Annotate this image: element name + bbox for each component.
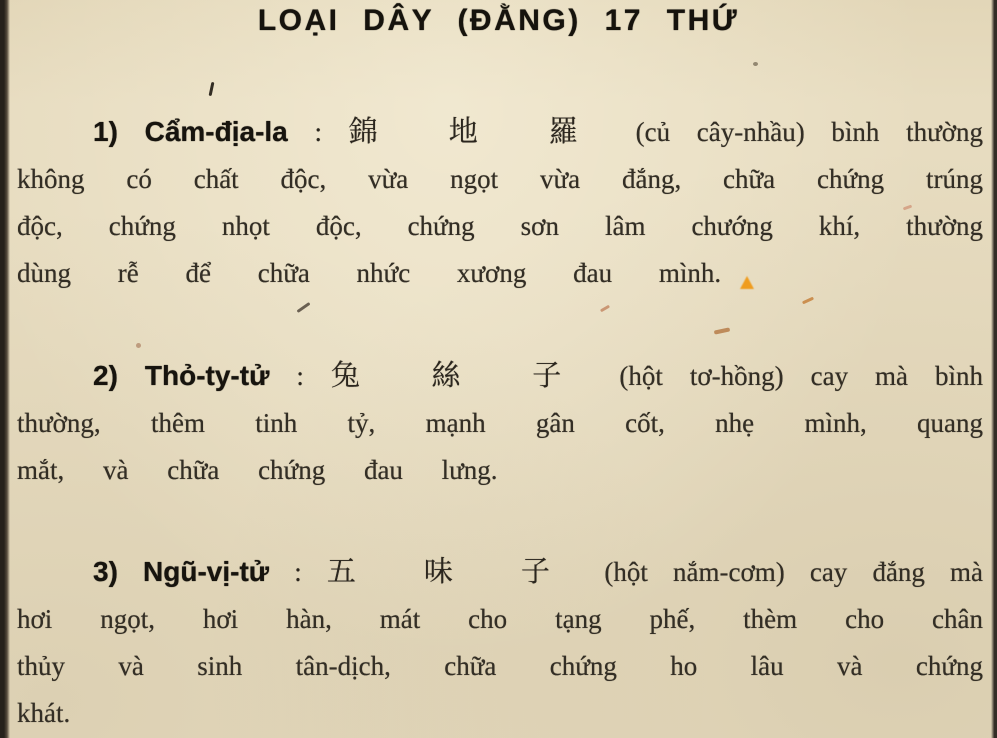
entry-number: 1): [93, 116, 118, 147]
cjk-characters: 錦 地 羅: [348, 114, 609, 148]
separator-colon: :: [314, 117, 322, 147]
ink-tick-mark: [209, 82, 215, 96]
entry-1: [17, 108, 983, 297]
text-line: dùng rễ để chữa nhức xương đau mình.: [17, 258, 722, 288]
paper-dot: [753, 62, 758, 66]
scan-shadow-left-edge: [0, 0, 10, 738]
scan-shadow-right-edge: [991, 0, 997, 738]
cjk-characters: 兔 絲 子: [330, 358, 593, 392]
entry-number: 2): [93, 360, 118, 391]
orange-fiber: [802, 297, 814, 305]
entry-text: (củ cây-nhầu) bình thường: [635, 117, 984, 147]
scratch-mark: [296, 302, 310, 313]
cjk-characters: 五 味 子: [326, 554, 580, 588]
text-line: không có chất độc, vừa ngọt vừa đắng, chữa chứng trúng: [17, 164, 983, 194]
paper-dot: [136, 343, 141, 348]
text-line: [17, 108, 983, 156]
entry-name: Ngũ-vị-tử: [143, 556, 270, 587]
text-line: hơi ngọt, hơi hàn, mát cho tạng phế, thèm cho chân: [17, 604, 983, 634]
separator-colon: :: [294, 557, 302, 587]
text-line: thủy và sinh tân-dịch, chữa chứng ho lâu và chứng: [17, 651, 983, 681]
orange-fiber: [714, 327, 730, 334]
entry-text: (hột nắm-cơm) cay đắng mà: [604, 557, 984, 587]
red-fiber: [600, 305, 610, 313]
entry-2: [17, 352, 983, 494]
text-line: thường, thêm tinh tỷ, mạnh gân cốt, nhẹ mình, quang: [17, 408, 983, 438]
text-line: độc, chứng nhọt độc, chứng sơn lâm chướng khí, thường: [17, 211, 983, 241]
entry-number: 3): [93, 556, 118, 587]
entry-3: [17, 548, 983, 737]
entry-name: Cẩm-địa-la: [144, 116, 288, 147]
entry-text: (hột tơ-hồng) cay mà bình: [619, 361, 984, 391]
page-title: LOẠI DÂY (ĐẰNG) 17 THỨ: [257, 4, 740, 37]
text-line: [17, 548, 983, 596]
separator-colon: :: [296, 361, 304, 391]
text-line: [17, 352, 983, 400]
entry-name: Thỏ-ty-tử: [144, 360, 270, 391]
text-line: mắt, và chữa chứng đau lưng.: [17, 455, 498, 485]
text-line: khát.: [17, 698, 71, 728]
